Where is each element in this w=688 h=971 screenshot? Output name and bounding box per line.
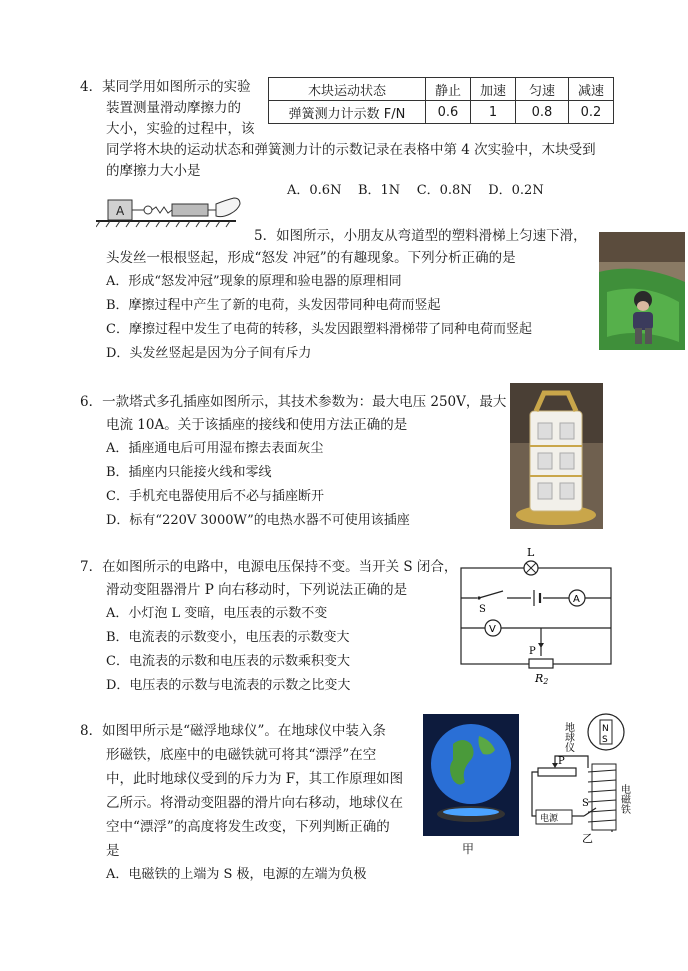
table-cell: 弹簧测力计示数 F/N bbox=[269, 101, 426, 124]
q8-electromagnet-diagram bbox=[528, 710, 638, 850]
electromagnet-label: 电磁铁 bbox=[618, 784, 630, 814]
q5-option-c: C．摩擦过程中发生了电荷的转移，头发因跟塑料滑梯带了同种电荷而竖起 bbox=[106, 322, 532, 337]
table-cell: 匀速 bbox=[516, 78, 569, 101]
q7-line2: 滑动变阻器滑片 P 向右移动时，下列说法正确的是 bbox=[106, 582, 408, 598]
table-cell: 0.6 bbox=[426, 101, 471, 124]
table-cell: 减速 bbox=[569, 78, 614, 101]
table-cell: 木块运动状态 bbox=[269, 78, 426, 101]
q4-line2: 装置测量滑动摩擦力的 bbox=[106, 100, 241, 116]
slide-photo bbox=[599, 232, 685, 350]
q4-line4: 同学将木块的运动状态和弹簧测力计的示数记录在表格中第 4 次实验中，木块受到 bbox=[106, 142, 596, 158]
q7-option-a: A．小灯泡 L 变暗，电压表的示数不变 bbox=[106, 606, 328, 621]
q8-option-a: A．电磁铁的上端为 S 极，电源的左端为负极 bbox=[106, 867, 367, 882]
table-cell: 加速 bbox=[471, 78, 516, 101]
q8-line1: 8．如图甲所示是“磁浮地球仪”。在地球仪中装入条 bbox=[80, 723, 386, 739]
fig-label-jia: 甲 bbox=[462, 842, 475, 856]
q8-line2: 形磁铁，底座中的电磁铁就可将其“漂浮”在空 bbox=[106, 747, 377, 763]
q6-option-a: A．插座通电后可用湿布擦去表面灰尘 bbox=[106, 441, 324, 456]
table-cell: 0.8 bbox=[516, 101, 569, 124]
q6-option-c: C．手机充电器使用后不必与插座断开 bbox=[106, 489, 324, 504]
circuit-label-S: S bbox=[479, 604, 486, 615]
q8-line6: 是 bbox=[106, 843, 120, 859]
circuit-label-A: A bbox=[573, 594, 580, 605]
table-cell: 静止 bbox=[426, 78, 471, 101]
q5-line1: 5．如图所示，小朋友从弯道型的塑料滑梯上匀速下滑， bbox=[254, 228, 587, 244]
q7-circuit-diagram bbox=[455, 544, 615, 686]
q4-friction-figure bbox=[96, 190, 246, 232]
q4-block-label: A bbox=[116, 204, 125, 218]
q6-line1: 6．一款塔式多孔插座如图所示，其技术参数为：最大电压 250V，最大 bbox=[80, 394, 507, 410]
q6-option-b: B．插座内只能接火线和零线 bbox=[106, 465, 272, 480]
q4-data-table bbox=[268, 77, 614, 124]
q7-option-d: D．电压表的示数与电流表的示数之比变大 bbox=[106, 678, 351, 693]
q7-option-c: C．电流表的示数和电压表的示数乘积变大 bbox=[106, 654, 350, 669]
fig-label-yi: 乙 bbox=[582, 832, 593, 845]
circuit-label-R2: R2 bbox=[535, 672, 549, 686]
circuit-label-V: V bbox=[489, 624, 496, 635]
circuit-label-P: P bbox=[529, 646, 536, 657]
table-row bbox=[269, 101, 614, 124]
circuit-label-L: L bbox=[527, 546, 535, 559]
diagram-label-P: P bbox=[558, 756, 565, 767]
q5-option-b: B．摩擦过程中产生了新的电荷，头发因带同种电荷而竖起 bbox=[106, 298, 441, 313]
table-cell: 1 bbox=[471, 101, 516, 124]
q4-options: A．0.6N B．1N C．0.8N D．0.2N bbox=[287, 183, 544, 198]
q5-option-d: D．头发丝竖起是因为分子间有斥力 bbox=[106, 346, 312, 361]
q4-line1: 4．某同学用如图所示的实验 bbox=[80, 79, 251, 95]
q5-line2: 头发丝一根根竖起，形成“怒发 冲冠”的有趣现象。下列分析正确的是 bbox=[106, 250, 516, 266]
tower-socket-photo bbox=[510, 383, 603, 529]
q6-option-d: D．标有“220V 3000W”的电热水器不可使用该插座 bbox=[106, 513, 410, 528]
q7-option-b: B．电流表的示数变小，电压表的示数变大 bbox=[106, 630, 350, 645]
table-cell: 0.2 bbox=[569, 101, 614, 124]
magnet-s: S bbox=[602, 735, 608, 745]
globe-label: 地球仪 bbox=[562, 722, 574, 752]
q7-line1: 7．在如图所示的电路中，电源电压保持不变。当开关 S 闭合， bbox=[80, 559, 458, 575]
q4-line3: 大小，实验的过程中，该 bbox=[106, 121, 255, 137]
power-source-label: 电源 bbox=[540, 814, 559, 824]
diagram-switch-label: S bbox=[582, 798, 589, 809]
q5-option-a: A．形成“怒发冲冠”现象的原理和验电器的原理相同 bbox=[106, 274, 402, 289]
q6-line2: 电流 10A。关于该插座的接线和使用方法正确的是 bbox=[106, 417, 408, 433]
q4-line5: 的摩擦力大小是 bbox=[106, 163, 201, 179]
q8-line4: 乙所示。将滑动变阻器的滑片向右移动，地球仪在 bbox=[106, 795, 403, 811]
levitation-globe-photo bbox=[423, 714, 519, 836]
magnet-n: N bbox=[602, 724, 609, 734]
table-row bbox=[269, 78, 614, 101]
q8-line3: 中，此时地球仪受到的斥力为 F，其工作原理如图 bbox=[106, 771, 404, 787]
q8-line5: 空中“漂浮”的高度将发生改变，下列判断正确的 bbox=[106, 819, 390, 835]
